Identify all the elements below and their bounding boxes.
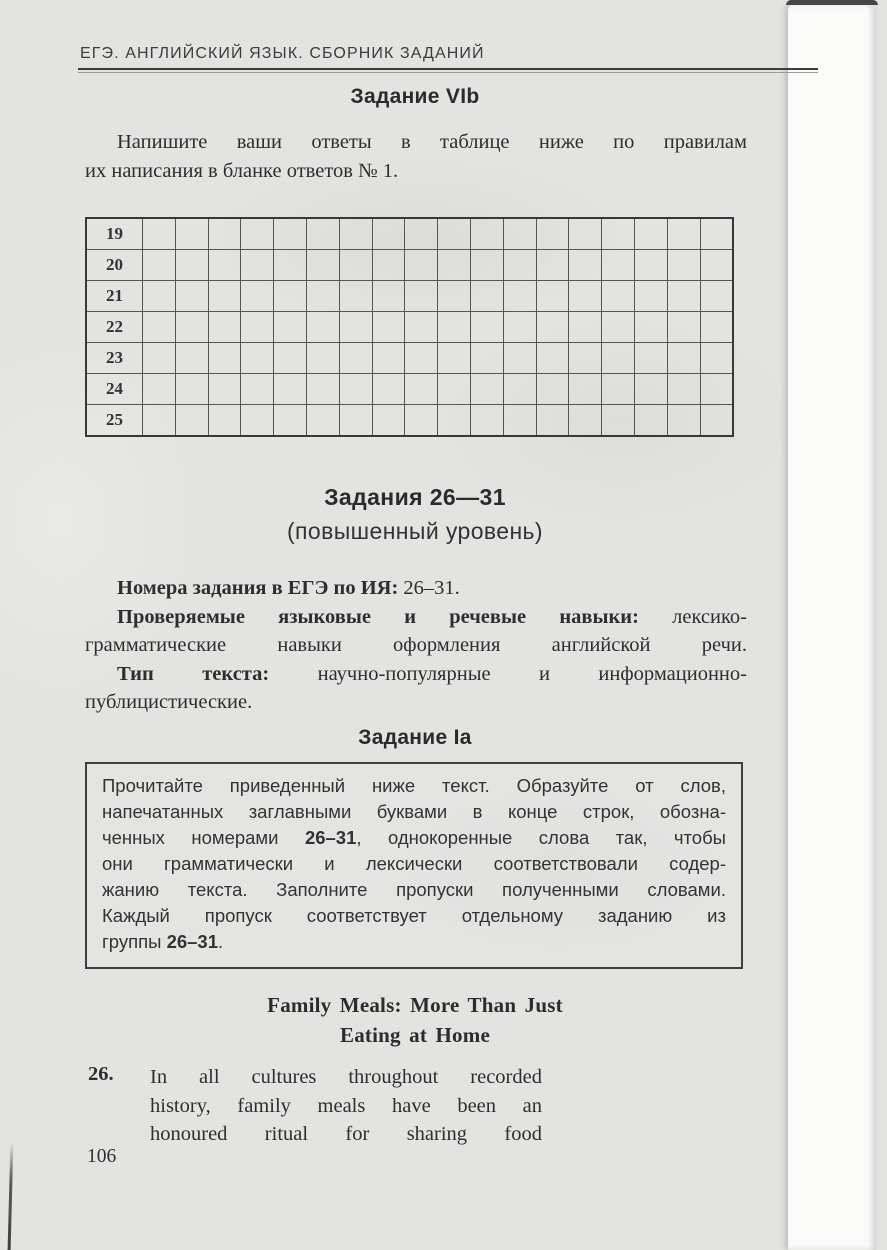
answer-cell: [667, 281, 700, 312]
item-text-line: In all cultures throughout recorded: [150, 1066, 542, 1088]
answer-row-number: 21: [86, 281, 143, 312]
answer-cell: [536, 218, 569, 250]
answer-cell: [274, 405, 307, 437]
answer-cell: [569, 281, 602, 312]
answer-cell: [405, 218, 438, 250]
answer-row-number: 22: [86, 312, 143, 343]
answer-cell: [143, 218, 176, 250]
answer-cell: [241, 405, 274, 437]
answer-cell: [700, 312, 733, 343]
page-number: 106: [87, 1146, 117, 1167]
answer-cell: [700, 281, 733, 312]
answer-cell: [339, 343, 372, 374]
answer-cell: [470, 218, 503, 250]
answer-cell: [339, 374, 372, 405]
answer-cell: [536, 281, 569, 312]
box-line: [102, 929, 726, 955]
answer-cell: [470, 374, 503, 405]
answer-cell: [143, 250, 176, 281]
answer-cell: [634, 343, 667, 374]
answer-cell: [274, 218, 307, 250]
answer-cell: [208, 281, 241, 312]
answer-cell: [503, 218, 536, 250]
answer-cell: [143, 343, 176, 374]
answer-table-row: [86, 343, 733, 374]
meta-value: 26–31.: [398, 577, 460, 599]
answer-cell: [143, 374, 176, 405]
answer-cell: [405, 343, 438, 374]
answer-cell: [667, 250, 700, 281]
answer-cell: [536, 343, 569, 374]
answer-cell: [667, 312, 700, 343]
item-text-line: history, family meals have been an: [150, 1094, 542, 1117]
answer-cell: [634, 405, 667, 437]
box-line-text: ченных номерами: [102, 827, 305, 848]
box-line-text: , однокоренные слова так, чтобы: [356, 827, 726, 848]
answer-row-number: 25: [86, 405, 143, 437]
answer-cell: [438, 312, 471, 343]
answer-cell: [241, 250, 274, 281]
answer-cell: [372, 281, 405, 312]
answer-cell: [208, 343, 241, 374]
scan-artifact-left-edge-line: [8, 1142, 14, 1250]
answer-cell: [602, 250, 635, 281]
answer-cell: [634, 312, 667, 343]
answer-cell: [503, 343, 536, 374]
answer-cell: [438, 343, 471, 374]
answer-cell: [306, 343, 339, 374]
answer-cell: [175, 374, 208, 405]
answer-cell: [274, 281, 307, 312]
answer-cell: [503, 312, 536, 343]
task-vib-title: Задание VIb: [350, 85, 480, 108]
answer-cell: [175, 312, 208, 343]
answer-table-row: [86, 374, 733, 405]
box-line: [102, 799, 726, 825]
answer-cell: [306, 218, 339, 250]
box-line-text: напечатанных заглавными буквами в конце строк, обозна-: [102, 801, 726, 822]
meta-line-skills-cont: грамматические навыки оформления английской речи.: [85, 634, 747, 656]
answer-cell: [208, 250, 241, 281]
answer-table-wrap: [85, 217, 734, 437]
answer-row-number: 20: [86, 250, 143, 281]
answer-cell: [700, 374, 733, 405]
reading-text-title: [85, 991, 745, 1050]
answer-cell: [700, 218, 733, 250]
meta-label: Номера задания в ЕГЭ по ИЯ:: [117, 577, 399, 599]
header-rule: [78, 68, 818, 73]
meta-label: Проверяемые языковые и речевые навыки:: [117, 605, 639, 628]
scan-artifact-top-right-edge: [786, 0, 878, 12]
answer-cell: [602, 312, 635, 343]
answer-cell: [339, 281, 372, 312]
answer-cell: [405, 405, 438, 437]
box-line: [102, 877, 726, 903]
answer-cell: [667, 405, 700, 437]
answer-cell: [175, 281, 208, 312]
answer-table-row: [86, 250, 733, 281]
answer-cell: [438, 281, 471, 312]
answer-cell: [700, 250, 733, 281]
answer-cell: [372, 218, 405, 250]
box-line-text: они грамматически и лексически соответствовали содер-: [102, 853, 726, 874]
box-line-bold: 26–31: [304, 827, 357, 848]
box-line-text: группы: [102, 931, 167, 952]
section-title: Задания 26—31: [324, 484, 506, 510]
answer-row-number: 19: [86, 218, 143, 250]
answer-cell: [602, 405, 635, 437]
box-line: [102, 825, 726, 851]
box-line-text: .: [218, 931, 224, 952]
meta-line-text-type-cont: публицистические.: [85, 691, 253, 713]
intro-line: Напишите ваши ответы в таблице ниже по правилам: [117, 131, 747, 153]
answer-table-row: [86, 312, 733, 343]
answer-cell: [372, 312, 405, 343]
answer-cell: [241, 374, 274, 405]
answer-cell: [274, 374, 307, 405]
answer-cell: [339, 405, 372, 437]
answer-cell: [470, 281, 503, 312]
meta-label: Тип текста:: [117, 662, 270, 685]
answer-table: [85, 217, 734, 437]
adjacent-page-edge: [788, 4, 876, 1250]
box-line: [102, 851, 726, 877]
answer-cell: [569, 374, 602, 405]
answer-cell: [569, 312, 602, 343]
answer-cell: [700, 405, 733, 437]
answer-cell: [306, 405, 339, 437]
answer-cell: [602, 281, 635, 312]
answer-cell: [536, 312, 569, 343]
answer-cell: [470, 312, 503, 343]
answer-cell: [208, 218, 241, 250]
task-ia-title: Задание Ia: [358, 726, 472, 749]
task-instruction-box: [85, 762, 743, 969]
section-meta: [85, 574, 747, 717]
answer-cell: [175, 343, 208, 374]
answer-cell: [634, 374, 667, 405]
reading-title-line: Family Meals: More Than Just: [267, 993, 563, 1017]
meta-line-numbers: [85, 574, 747, 603]
answer-cell: [175, 218, 208, 250]
answer-cell: [143, 281, 176, 312]
answer-cell: [503, 374, 536, 405]
reading-title-line: Eating at Home: [340, 1022, 490, 1047]
item-26-number: 26.: [88, 1063, 114, 1085]
answer-cell: [241, 343, 274, 374]
box-line: [102, 773, 726, 799]
answer-cell: [470, 343, 503, 374]
answer-cell: [208, 405, 241, 437]
answer-cell: [175, 405, 208, 437]
task-vib-intro: [85, 128, 747, 185]
answer-cell: [405, 374, 438, 405]
answer-cell: [634, 281, 667, 312]
box-line-text: жанию текста. Заполните пропуски полученными словами.: [102, 879, 726, 900]
answer-cell: [208, 374, 241, 405]
answer-cell: [536, 405, 569, 437]
answer-cell: [306, 281, 339, 312]
answer-cell: [405, 281, 438, 312]
answer-cell: [241, 218, 274, 250]
answer-cell: [503, 250, 536, 281]
answer-cell: [667, 374, 700, 405]
answer-cell: [143, 312, 176, 343]
answer-cell: [470, 405, 503, 437]
answer-cell: [602, 374, 635, 405]
meta-line-skills: [85, 603, 747, 632]
answer-cell: [339, 312, 372, 343]
answer-cell: [175, 250, 208, 281]
item-text-line: honoured ritual for sharing food: [150, 1123, 542, 1146]
answer-cell: [372, 374, 405, 405]
answer-cell: [306, 250, 339, 281]
box-line-text: Прочитайте приведенный ниже текст. Образуйте от слов,: [102, 775, 726, 796]
answer-cell: [405, 250, 438, 281]
answer-cell: [634, 218, 667, 250]
item-26-text: [150, 1063, 542, 1149]
answer-table-row: [86, 405, 733, 437]
answer-cell: [503, 281, 536, 312]
box-line: [102, 903, 726, 929]
answer-cell: [667, 218, 700, 250]
answer-cell: [274, 312, 307, 343]
answer-cell: [241, 281, 274, 312]
answer-cell: [470, 250, 503, 281]
answer-cell: [569, 218, 602, 250]
answer-cell: [569, 250, 602, 281]
answer-table-row: [86, 218, 733, 250]
answer-cell: [339, 218, 372, 250]
answer-cell: [339, 250, 372, 281]
answer-row-number: 23: [86, 343, 143, 374]
answer-row-number: 24: [86, 374, 143, 405]
answer-cell: [143, 405, 176, 437]
answer-cell: [372, 343, 405, 374]
answer-cell: [274, 250, 307, 281]
answer-cell: [536, 250, 569, 281]
answer-table-row: [86, 281, 733, 312]
answer-cell: [208, 312, 241, 343]
meta-line-text-type: [85, 660, 747, 689]
answer-cell: [438, 374, 471, 405]
answer-cell: [503, 405, 536, 437]
meta-value: научно-популярные и информационно-: [269, 662, 747, 685]
answer-cell: [634, 250, 667, 281]
box-line-bold: 26–31: [166, 931, 219, 952]
answer-cell: [569, 343, 602, 374]
answer-cell: [569, 405, 602, 437]
answer-cell: [536, 374, 569, 405]
answer-cell: [438, 405, 471, 437]
answer-cell: [438, 250, 471, 281]
answer-table-body: [86, 218, 733, 436]
box-line-text: Каждый пропуск соответствует отдельному заданию из: [102, 905, 726, 926]
answer-cell: [306, 312, 339, 343]
section-subtitle: (повышенный уровень): [287, 518, 543, 544]
answer-cell: [306, 374, 339, 405]
answer-cell: [700, 343, 733, 374]
answer-cell: [602, 218, 635, 250]
meta-value: лексико-: [638, 605, 747, 628]
answer-cell: [372, 405, 405, 437]
intro-line: их написания в бланке ответов № 1.: [85, 159, 399, 182]
running-header: ЕГЭ. АНГЛИЙСКИЙ ЯЗЫК. СБОРНИК ЗАДАНИЙ: [80, 45, 485, 62]
answer-cell: [405, 312, 438, 343]
answer-cell: [667, 343, 700, 374]
answer-cell: [602, 343, 635, 374]
answer-cell: [274, 343, 307, 374]
answer-cell: [438, 218, 471, 250]
answer-cell: [241, 312, 274, 343]
answer-cell: [372, 250, 405, 281]
